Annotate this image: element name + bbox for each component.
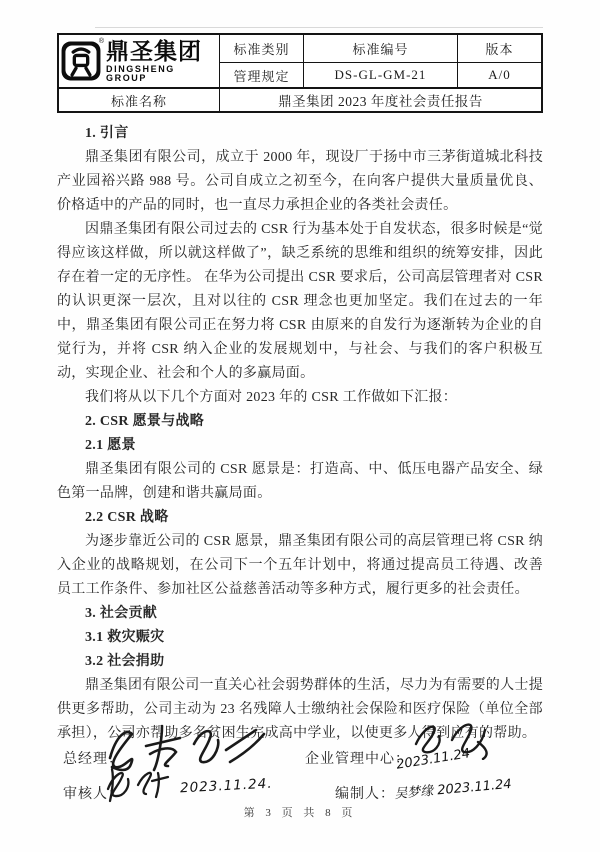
logo-english-name: DINGSHENG GROUP: [106, 63, 175, 83]
registered-trademark-symbol: ®: [98, 38, 105, 45]
reviewer-signature: [100, 763, 176, 803]
company-logo: [59, 35, 219, 87]
value-standard-number: DS-GL-GM-21: [303, 62, 457, 87]
reviewer-date-handwritten: 2023.11.24.: [179, 775, 273, 797]
management-center-label: 企业管理中心：: [305, 752, 410, 767]
document-body: [57, 122, 543, 746]
label-standard-name: 标准名称: [59, 87, 219, 111]
paragraph: 因鼎圣集团有限公司过去的 CSR 行为基本处于自发状态，很多时候是“觉得应该这样做，所以就这样做了”，缺乏系统的思维和组织的统筹安排，因此存在着一定的无序性。 在华为公司提出 CSR 要求后，公司高层管理者对 CSR 的认识更深一层次，且对以往的 CSR 理念也更加坚定。我们在过去的一年中，鼎圣集团有限公司正在努力将 CSR 由原来的自发行为逐渐转为企业的自觉行为，并将 CSR 纳入企业的发展规划中，与社会、与我们的客户积极互动，实现企业、社会和个人的多赢局面。: [57, 222, 543, 381]
page-number-footer: 第 3 页 共 8 页: [243, 807, 357, 819]
reviewer-label: 审核人：: [63, 787, 123, 802]
logo-text: [106, 37, 217, 83]
label-standard-number: 标准编号: [303, 35, 457, 62]
paragraph: 我们将从以下几个方面对 2023 年的 CSR 工作做如下汇报：: [85, 390, 458, 405]
dingsheng-vessel-icon: [61, 38, 105, 81]
preparer-label: 编制人：: [335, 787, 395, 802]
section-heading: 2. CSR 愿景与战略: [85, 414, 205, 429]
standard-header-table: [57, 33, 543, 113]
paragraph: 为逐步靠近公司的 CSR 愿景，鼎圣集团有限公司的高层管理已将 CSR 纳入企业的战略规划，在公司下一个五年计划中，将通过提高员工待遇、改善员工工作条件、参加社区公益慈善活动等多种方式，履行更多的社会责任。: [57, 534, 543, 597]
paragraph: 鼎圣集团有限公司，成立于 2000 年，现设厂于扬中市三茅街道城北科技产业园裕兴路 988 号。公司自成立之初至今，在向客户提供大量质量优良、 价格适中的产品的同时，也一直尽力承担企业的各类社会责任。: [57, 150, 543, 213]
section-heading: 3. 社会贡献: [85, 606, 158, 621]
section-heading: 3.1 救灾赈灾: [85, 630, 165, 645]
logo-chinese-name: 鼎圣集团: [106, 37, 202, 64]
value-standard-name: 鼎圣集团 2023 年度社会责任报告: [219, 87, 541, 111]
scan-artifact-line: [95, 27, 543, 28]
label-version: 版本: [457, 35, 541, 62]
paragraph: 鼎圣集团有限公司的 CSR 愿景是：打造高、中、低压电器产品安全、绿色第一品牌，创建和谐共赢局面。: [57, 462, 543, 501]
paragraph: 鼎圣集团有限公司一直关心社会弱势群体的生活，尽力为有需要的人士提供更多帮助，公司主动为 23 名残障人士缴纳社会保险和医疗保险（单位全部承担），公司亦帮助多名贫困生完成高中学业，以使更多人得到应有的帮助。: [57, 678, 543, 741]
management-center-date-handwritten: 2023.11.24: [395, 746, 472, 773]
label-standard-category: 标准类别: [219, 35, 303, 62]
preparer-signature-handwritten: 吴梦缘 2023.11.24: [393, 776, 513, 803]
section-heading: 3.2 社会捐助: [85, 654, 165, 669]
section-heading: 2.2 CSR 战略: [85, 510, 169, 525]
value-version: A/0: [457, 62, 541, 87]
value-standard-category: 管理规定: [219, 62, 303, 87]
section-heading: 1. 引言: [85, 126, 129, 141]
general-manager-label: 总经理：: [63, 752, 123, 767]
section-heading: 2.1 愿景: [85, 438, 136, 453]
